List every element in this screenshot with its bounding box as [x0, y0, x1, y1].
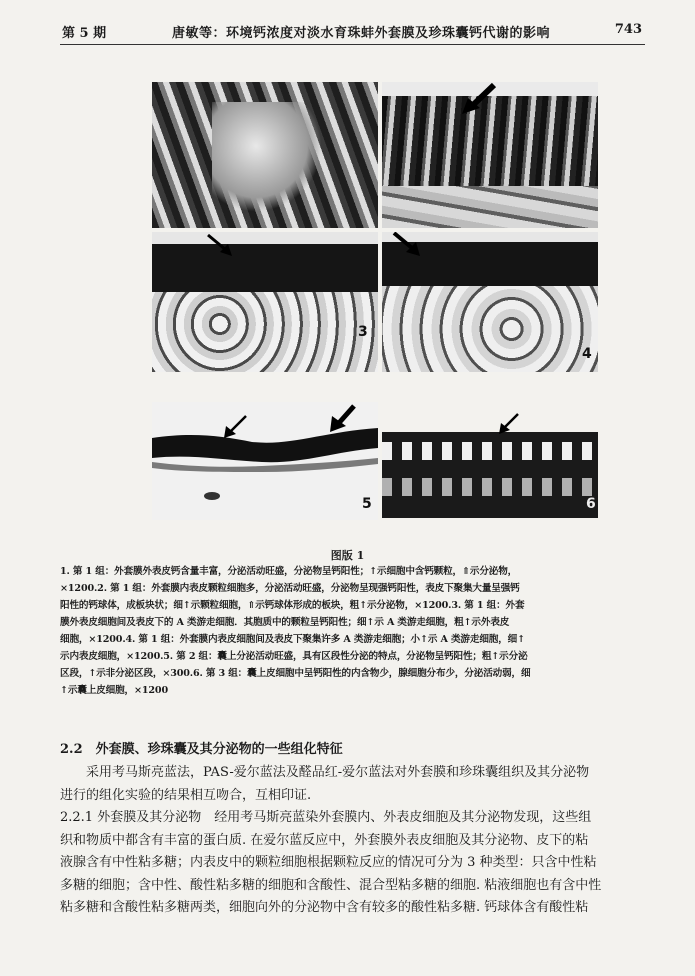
micrograph-1: [152, 82, 378, 228]
caption-line: ×1200.2. 第 1 组：外套膜内表皮颗粒细胞多，分泌活动旺盛，分泌物呈现强钙阳性，表皮下聚集大量呈强钙: [60, 583, 520, 594]
caption-line: 细胞，×1200.4. 第 1 组：外套膜内表皮细胞间及表皮下聚集许多 A 类游走细胞；小↑示 A 类游走细胞，细↑: [60, 634, 525, 645]
panel-label-6: 6: [586, 496, 596, 512]
running-title: 唐敏等：环境钙浓度对淡水育珠蚌外套膜及珍珠囊钙代谢的影响: [172, 26, 551, 41]
body-line: 液腺含有中性粘多糖；内表皮中的颗粒细胞根据颗粒反应的情况可分为 3 种类型：只含中性粘: [60, 855, 597, 870]
body-line: 2.2.1 外套膜及其分泌物 经用考马斯亮蓝染外套膜内、外表皮细胞及其分泌物发现，这些组: [60, 810, 592, 825]
panel-label-3: 3: [358, 324, 368, 340]
body-line: 多糖的细胞；含中性、酸性粘多糖的细胞和含酸性、混合型粘多糖的细胞. 粘液细胞也有含中性: [60, 877, 602, 893]
micrograph-2: [382, 82, 598, 228]
panel-label-4: 4: [582, 346, 592, 362]
page-number: 743: [614, 22, 642, 37]
running-header: [62, 22, 642, 42]
issue-number: 第 5 期: [62, 26, 107, 41]
caption-line: ↑示囊上皮细胞，×1200: [60, 685, 168, 696]
section-heading: 2.2 外套膜、珍珠囊及其分泌物的一些组化特征: [60, 742, 343, 757]
micrograph-4: [382, 232, 598, 372]
figure-title: 图版 1: [330, 549, 365, 562]
caption-line: 膜外表皮细胞间及表皮下的 A 类游走细胞．其胞质中的颗粒呈钙阳性；细↑示 A 类游走细胞，粗↑示外表皮: [60, 617, 510, 628]
micrograph-3: [152, 232, 378, 372]
panel-label-5: 5: [362, 496, 372, 512]
body-text: [60, 762, 645, 920]
caption-line: 区段，↑示非分泌区段，×300.6. 第 3 组：囊上皮细胞中呈钙阳性的内含物少，腺细胞分布少，分泌活动弱，细: [60, 668, 531, 679]
arrow-icon: [498, 412, 522, 436]
arrow-icon: [222, 414, 250, 440]
body-line: 粘多糖和含酸性粘多糖两类，细胞向外的分泌物中含有较多的酸性粘多糖. 钙球体含有酸性粘: [60, 900, 589, 915]
body-line: 织和物质中都含有丰富的蛋白质. 在爱尔蓝反应中，外套膜外表皮细胞及其分泌物、皮下的粘: [60, 832, 589, 848]
body-line: 采用考马斯亮蓝法，PAS-爱尔蓝法及醛品红-爱尔蓝法对外套膜和珍珠囊组织及其分泌物: [60, 765, 590, 780]
header-rule: [60, 44, 645, 45]
micrograph-5: [152, 402, 378, 520]
caption-line: 阳性的钙球体，成板块状；细↑示颗粒细胞，⇑示钙球体形成的板块，粗↑示分泌物，×1200.3. 第 1 组：外套: [60, 600, 525, 611]
arrow-icon: [390, 232, 424, 258]
arrow-icon: [328, 404, 358, 434]
arrow-icon: [204, 232, 236, 258]
arrow-icon: [460, 82, 500, 116]
body-line: 进行的组化实验的结果相互吻合，互相印证.: [60, 787, 312, 803]
micrograph-6: [382, 432, 598, 518]
caption-line: 1. 第 1 组：外套膜外表皮钙含量丰富，分泌活动旺盛，分泌物呈钙阳性；↑示细胞中含钙颗粒，⇑示分泌物，: [60, 566, 518, 577]
caption-line: 示内表皮细胞，×1200.5. 第 2 组：囊上分泌活动旺盛，具有区段性分泌的特点，分泌物呈钙阳性；粗↑示分泌: [60, 651, 528, 662]
figure-caption: [60, 563, 642, 699]
